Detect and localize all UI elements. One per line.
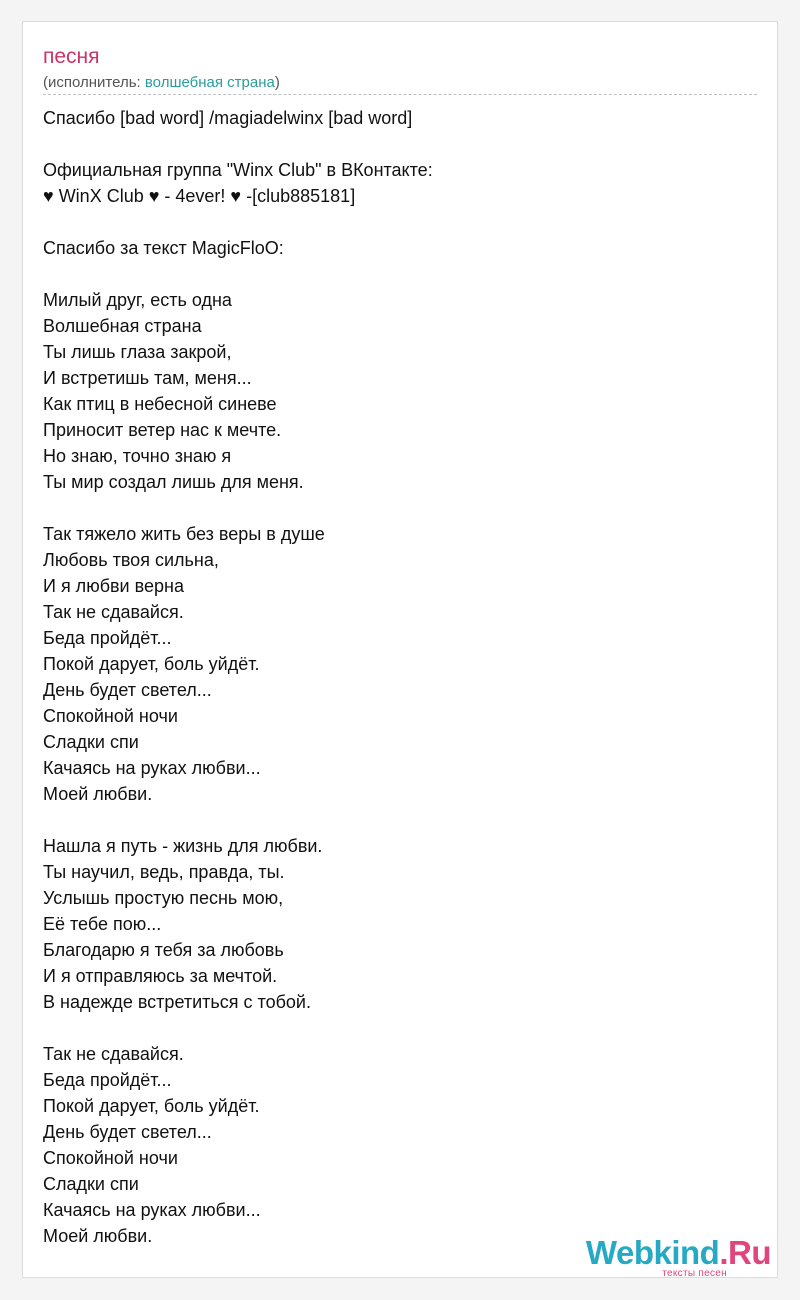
artist-line <box>43 74 280 92</box>
webkind-brand <box>586 1235 771 1271</box>
title-divider <box>43 94 757 95</box>
lyrics-card <box>22 21 778 1278</box>
artist-suffix: ) <box>274 74 280 91</box>
webkind-brand-name: Webkind <box>585 1234 720 1271</box>
webkind-logo <box>585 1234 771 1279</box>
song-title: песня <box>43 45 100 68</box>
webkind-tagline: тексты песен <box>662 1268 727 1279</box>
webkind-brand-tld: .Ru <box>719 1234 771 1271</box>
artist-prefix: (исполнитель: <box>43 74 145 91</box>
artist-link[interactable]: волшебная страна <box>144 74 275 91</box>
lyrics-text: Спасибо [bad word] /magiadelwinx [bad word] Официальная группа "Winx Club" в ВКонтакте: ♥ WinX Club ♥ - 4ever! ♥ -[club885181] Спасибо за текст MagicFloO: Милый друг, есть одна Волшебная страна Ты лишь глаза закрой, И встретишь там, меня... Как птиц в небесной синеве Приносит ветер нас к мечте. Но знаю, точно знаю я Ты мир создал лишь для меня. Так тяжело жить без веры в душе Любовь твоя сильна, И я любви верна Так не сдавайся. Беда пройдёт... Покой дарует, боль уйдёт. День будет светел... Спокойной ночи Сладки спи Качаясь на руках любви... Моей любви. Нашла я путь - жизнь для любви. Ты научил, ведь, правда, ты. Услышь простую песнь мою, Её тебе пою... Благодарю я тебя за любовь И я отправляюсь за мечтой. В надежде встретиться с тобой. Так не сдавайся. Беда пройдёт... Покой дарует, боль уйдёт. День будет светел... Спокойной ночи Сладки спи Качаясь на руках любви... Моей любви. <box>43 108 433 1246</box>
